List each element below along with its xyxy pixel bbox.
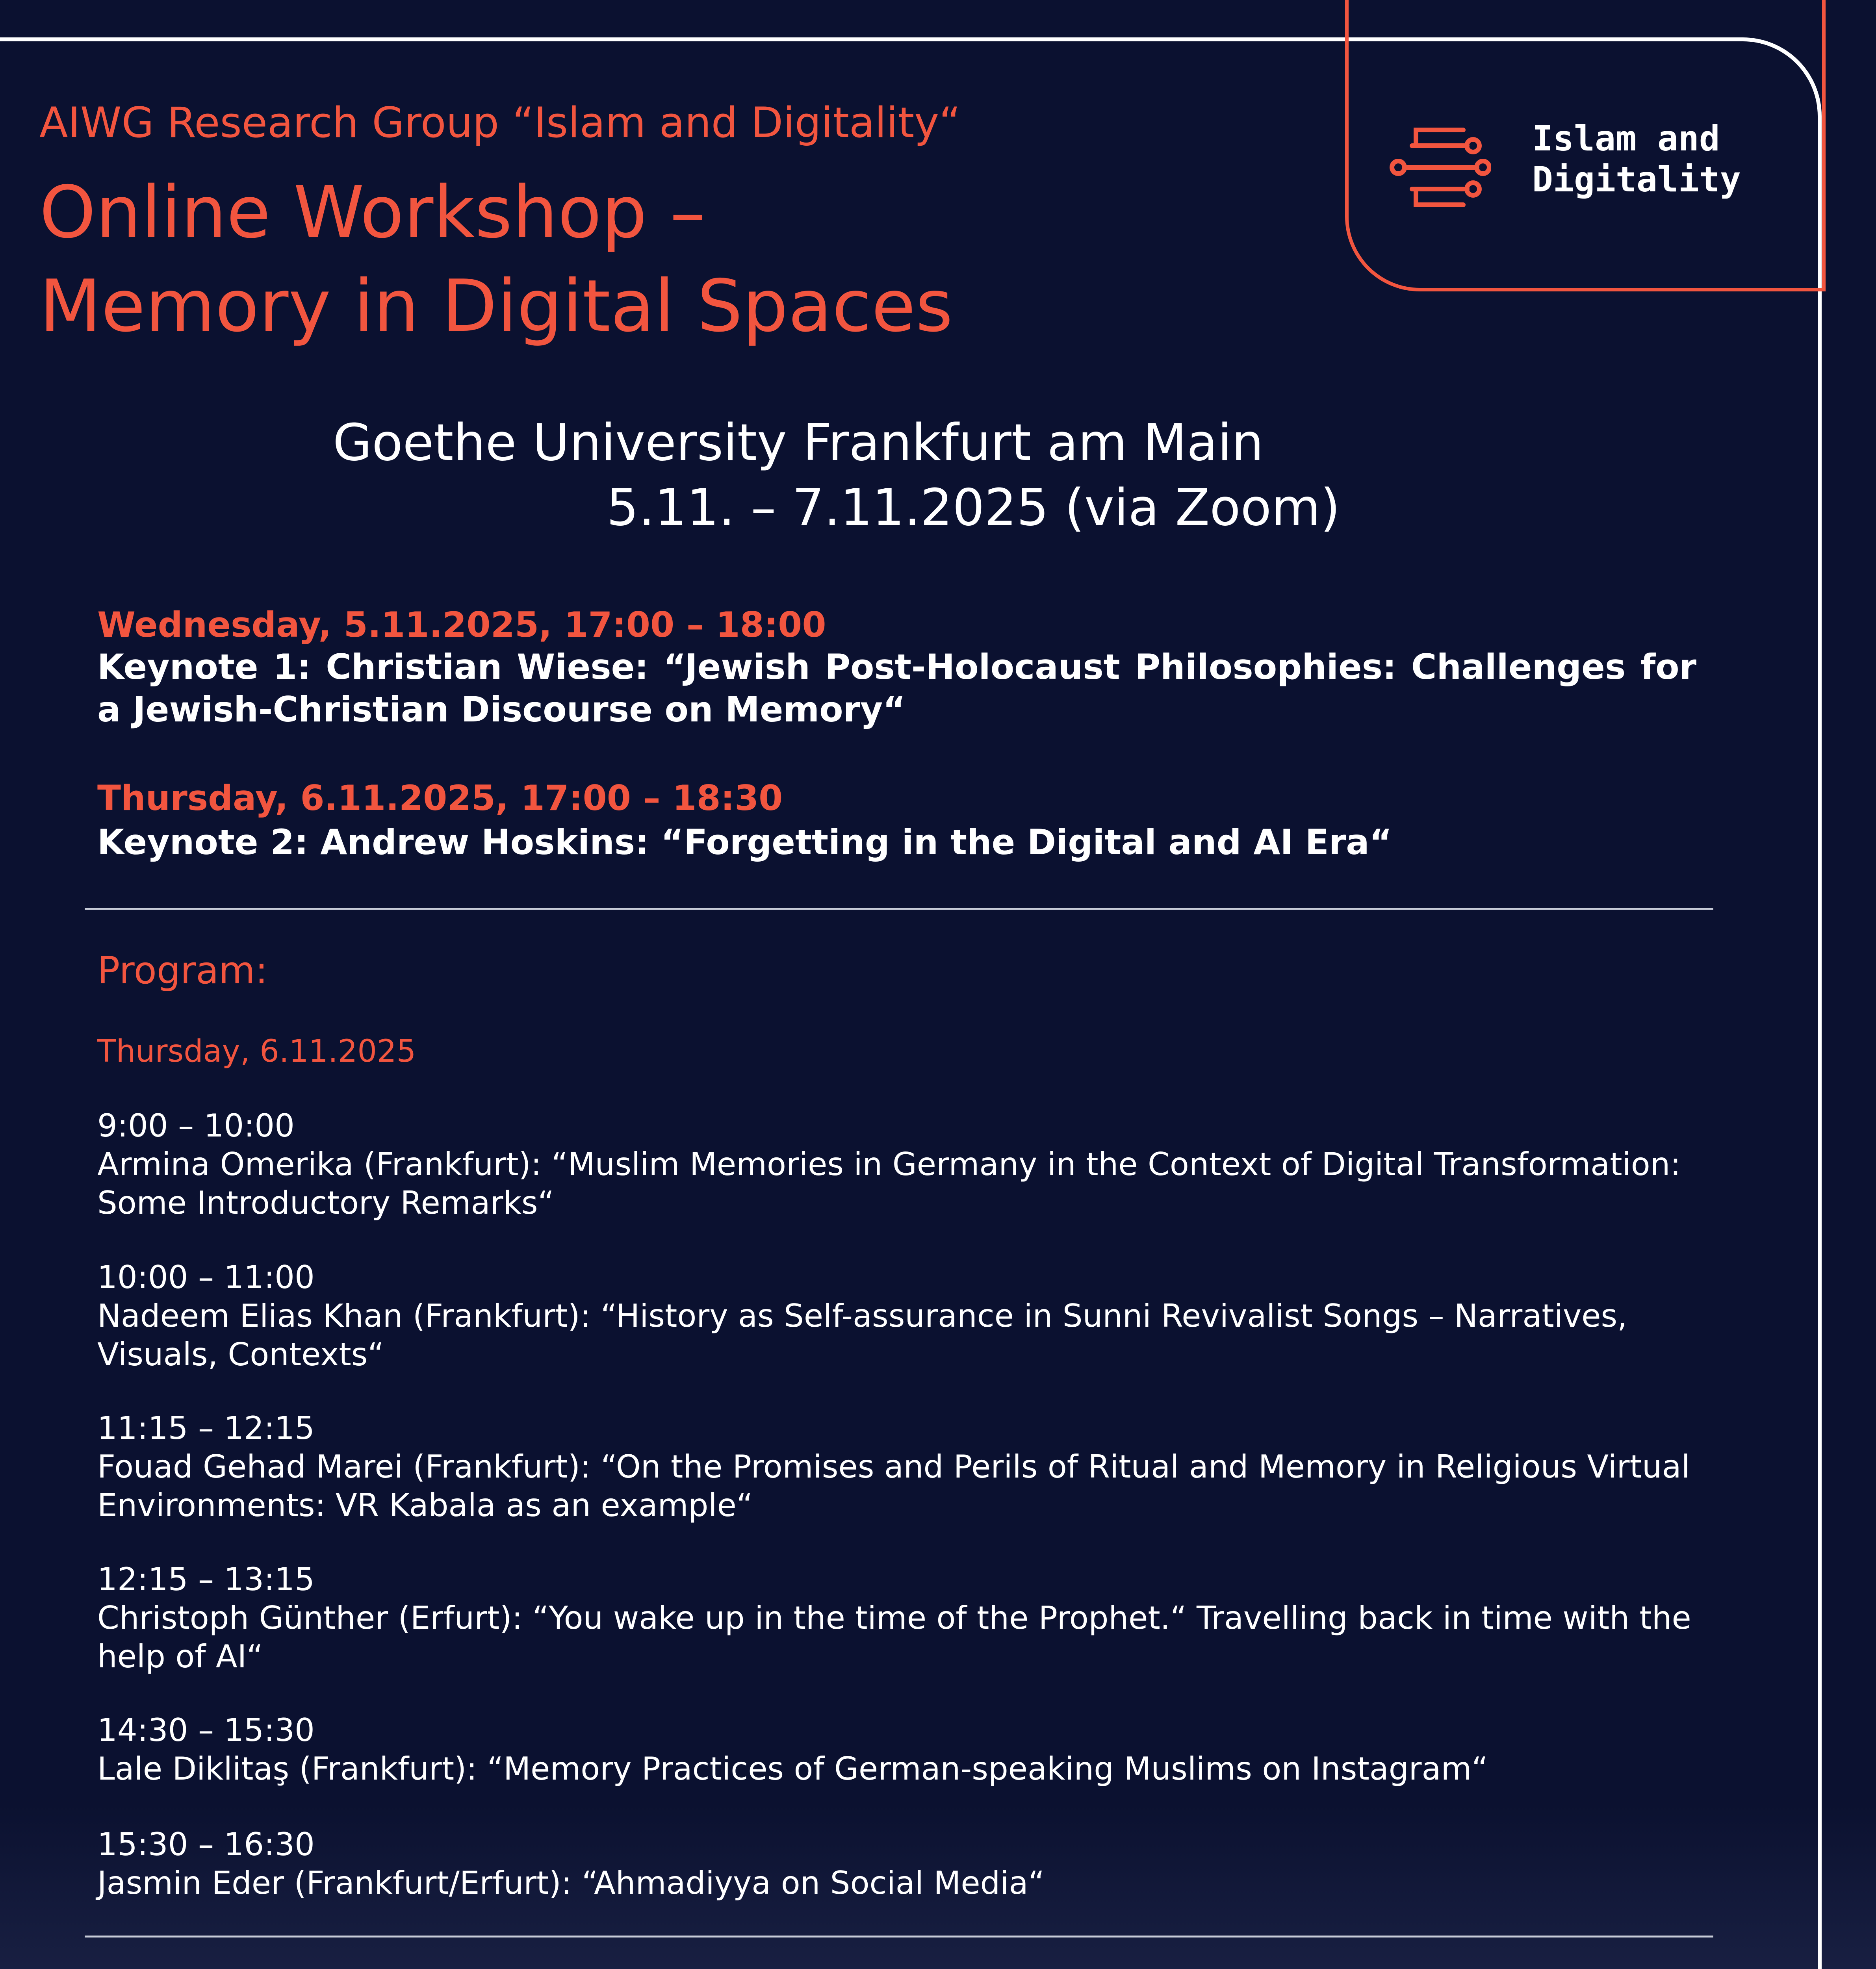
slot-time: 10:00 – 11:00 [97, 1259, 315, 1296]
program-slot [97, 1825, 1732, 1902]
keynote-1-text: Keynote 1: Christian Wiese: “Jewish Post-Holocaust Philosophies: Challenges for a Jewish-Christian Discourse on Memory“ [97, 647, 1696, 730]
page-title [39, 165, 953, 353]
frame-right-line [1818, 197, 1822, 1969]
keynote-2-day: Thursday, 6.11.2025, 17:00 – 18:30 [97, 778, 783, 818]
program-slot [97, 1711, 1732, 1788]
logo-wordmark [1532, 118, 1741, 200]
event-dates: 5.11. – 7.11.2025 (via Zoom) [607, 478, 1340, 537]
slot-text: Jasmin Eder (Frankfurt/Erfurt): “Ahmadiyya on Social Media“ [97, 1865, 1045, 1901]
keynote-2-text: Keynote 2: Andrew Hoskins: “Forgetting in the Digital and AI Era“ [97, 822, 1392, 862]
slot-time: 15:30 – 16:30 [97, 1826, 315, 1863]
slot-text: Fouad Gehad Marei (Frankfurt): “On the Promises and Perils of Ritual and Memory in Religious Virtual Environments: VR Kabala as an example“ [97, 1448, 1690, 1524]
program-slot [97, 1560, 1732, 1676]
program-slot [97, 1409, 1732, 1525]
title-line-2: Memory in Digital Spaces [39, 264, 953, 348]
logo-line-1: Islam and [1532, 118, 1720, 159]
keynote-1-day: Wednesday, 5.11.2025, 17:00 – 18:00 [97, 604, 826, 645]
program-slot [97, 1107, 1732, 1222]
day-heading-thursday: Thursday, 6.11.2025 [97, 1034, 416, 1069]
slot-text: Armina Omerika (Frankfurt): “Muslim Memories in Germany in the Context of Digital Transformation: Some Introductory Remarks“ [97, 1146, 1681, 1221]
logo-line-2: Digitality [1532, 159, 1741, 200]
program-slot [97, 1258, 1732, 1374]
slot-time: 9:00 – 10:00 [97, 1107, 295, 1144]
slot-text: Nadeem Elias Khan (Frankfurt): “History as Self-assurance in Sunni Revivalist Songs – Narratives, Visuals, Contexts“ [97, 1298, 1627, 1373]
circuit-icon [1388, 122, 1491, 213]
divider [85, 1936, 1713, 1937]
program-heading: Program: [97, 949, 268, 992]
title-line-1: Online Workshop – [39, 171, 706, 254]
slot-text: Christoph Günther (Erfurt): “You wake up in the time of the Prophet.“ Travelling back in time with the help of AI“ [97, 1600, 1691, 1675]
venue: Goethe University Frankfurt am Main [333, 413, 1264, 472]
slot-time: 14:30 – 15:30 [97, 1712, 315, 1748]
divider [85, 908, 1713, 910]
slot-text: Lale Diklitaş (Frankfurt): “Memory Practices of German-speaking Muslims on Instagram“ [97, 1750, 1488, 1787]
slot-time: 11:15 – 12:15 [97, 1410, 315, 1446]
kicker: AIWG Research Group “Islam and Digitality“ [39, 98, 961, 147]
slot-time: 12:15 – 13:15 [97, 1561, 315, 1598]
